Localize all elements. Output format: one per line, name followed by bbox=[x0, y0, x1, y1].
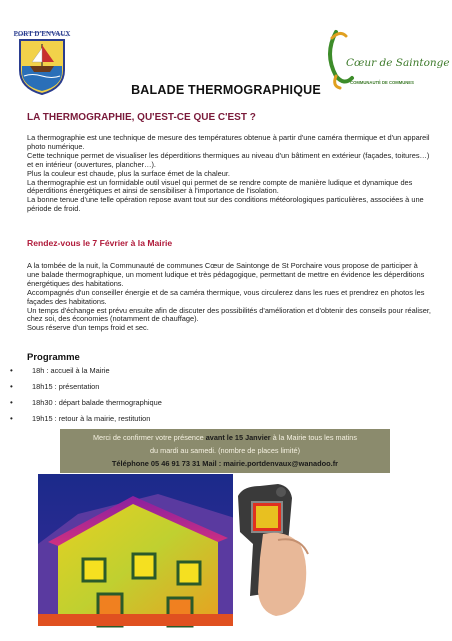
programme-item bbox=[10, 398, 162, 414]
programme-item bbox=[10, 366, 162, 382]
confirmation-line-1 bbox=[60, 433, 390, 442]
logo-left-text: PORT D'ENVAUX bbox=[13, 30, 71, 38]
confirm-text: à la Mairie tous les matins bbox=[270, 433, 358, 442]
intro-paragraph: La thermographie est un formidable outil visuel qui permet de se rendre compte de manière ludique et dynamique des déperditions énergétiques et ainsi de sensibiliser à l'importance de l'isolation. bbox=[27, 177, 413, 196]
bullet-icon: • bbox=[10, 366, 13, 375]
intro-paragraph: La thermographie est une technique de mesure des températures obtenue à partir d'une caméra thermique et d'un appareil photo numérique. bbox=[27, 133, 430, 151]
details-paragraph: A la tombée de la nuit, la Communauté de communes Cœur de Saintonge de St Porchaire vous propose de participer à une balade thermographique, un moment ludique et très pédagogique, permettant de mettre en évidence les déperditions énergétiques des habitations. bbox=[27, 261, 425, 288]
confirm-deadline: avant le 15 Janvier bbox=[205, 433, 271, 442]
intro-text bbox=[27, 134, 431, 214]
details-paragraph: Sous réserve d'un temps froid et sec. bbox=[27, 323, 149, 333]
logo-right-text: Cœur de Saintonge bbox=[346, 57, 450, 69]
page-title: BALADE THERMOGRAPHIQUE bbox=[131, 83, 321, 97]
confirmation-line-2: du mardi au samedi. (nombre de places limité) bbox=[149, 446, 301, 455]
programme-item-label: 19h15 : retour à la mairie, restitution bbox=[32, 414, 151, 423]
details-paragraph: Accompagnés d'un conseiller énergie et de sa caméra thermique, vous circulerez dans les rues et prendrez en photos les façades des habitations. bbox=[27, 287, 425, 306]
programme-item-label: 18h30 : départ balade thermographique bbox=[32, 398, 162, 407]
contact-line: Téléphone 05 46 91 73 31 Mail : mairie.portdenvaux@wanadoo.fr bbox=[111, 459, 339, 468]
bullet-icon: • bbox=[10, 382, 13, 391]
programme-list bbox=[10, 366, 162, 430]
details-paragraph: Un temps d'échange est prévu ensuite afin de discuter des possibilités d'amélioration et d'obtenir des conseils pour réaliser, chez soi, des économies (notamment de chauffage). bbox=[27, 305, 431, 324]
programme-item-label: 18h15 : présentation bbox=[32, 382, 100, 391]
programme-item bbox=[10, 382, 162, 398]
section-heading-thermographie: LA THERMOGRAPHIE, QU'EST-CE QUE C'EST ? bbox=[27, 112, 256, 123]
bullet-icon: • bbox=[10, 414, 13, 423]
details-text bbox=[27, 262, 431, 333]
confirm-text: Merci de confirmer votre présence bbox=[92, 433, 206, 442]
logo-right-subtext: COMMUNAUTÉ DE COMMUNES bbox=[350, 80, 414, 85]
programme-heading: Programme bbox=[27, 352, 80, 363]
rendezvous-heading: Rendez-vous le 7 Février à la Mairie bbox=[27, 238, 173, 248]
bullet-icon: • bbox=[10, 398, 13, 407]
intro-paragraph: La bonne tenue d'une telle opération repose avant tout sur des conditions météorologiques particulières, associées à une période de froid. bbox=[27, 195, 424, 214]
programme-item bbox=[10, 414, 162, 430]
intro-paragraph: Cette technique permet de visualiser les déperditions thermiques au niveau d'un bâtiment en extérieur (façades, toitures…) et en intérieur (ouvertures, plancher…). bbox=[27, 150, 430, 169]
programme-item-label: 18h : accueil à la Mairie bbox=[32, 366, 110, 375]
confirmation-box bbox=[60, 429, 390, 473]
thermal-house-image bbox=[38, 474, 398, 626]
intro-paragraph: Plus la couleur est chaude, plus la surface émet de la chaleur. bbox=[27, 168, 230, 178]
